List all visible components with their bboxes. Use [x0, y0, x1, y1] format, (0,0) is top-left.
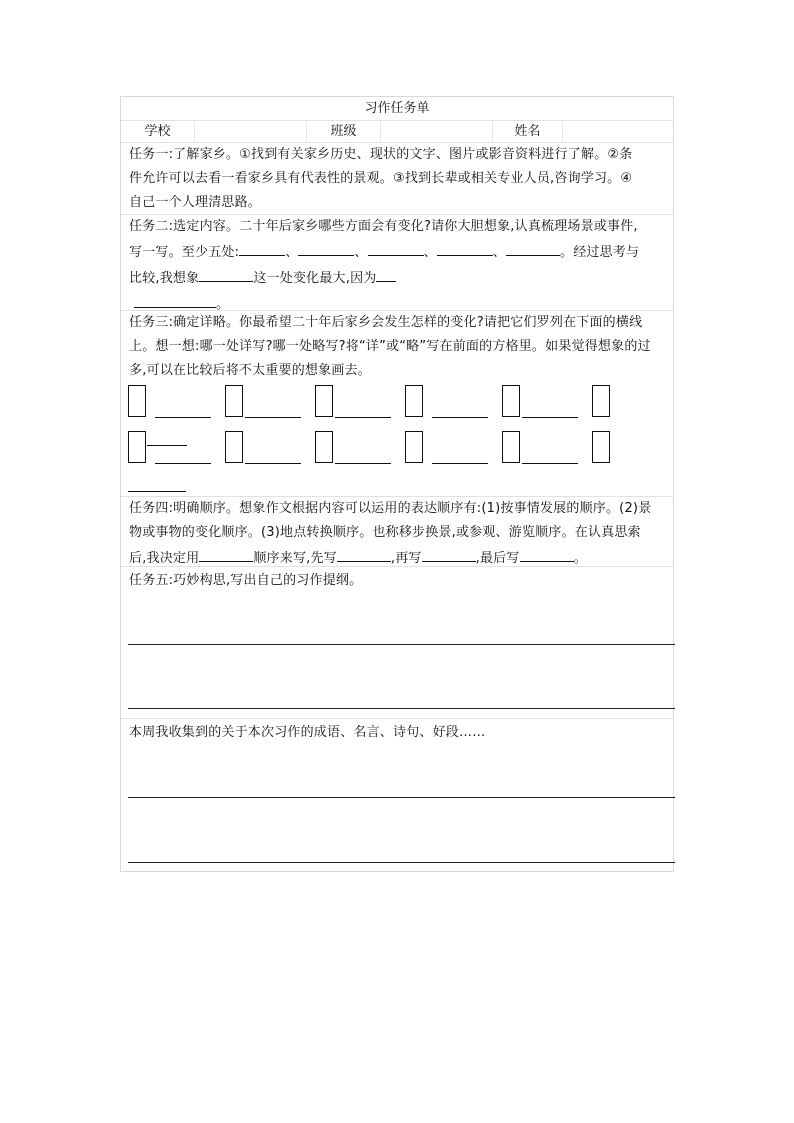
task4-line: 物或事物的变化顺序。(3)地点转换顺序。也称移步换景,或参观、游览顺序。在认真思索: [129, 525, 641, 540]
then-write-blank[interactable]: [422, 545, 476, 562]
change-blank-2[interactable]: [298, 239, 354, 256]
task2-line: 任务二:选定内容。二十年后家乡哪些方面会有变化?请你大胆想象,认真梳理场景或事件,: [129, 219, 638, 234]
item-line[interactable]: [155, 463, 211, 464]
task2-text: 。: [216, 297, 230, 312]
sheet-title: 习作任务单: [364, 101, 430, 116]
task2-text: 比较,我想象: [129, 271, 200, 286]
separator: 、: [285, 245, 299, 260]
item-line[interactable]: [128, 491, 186, 492]
task3-section: [121, 311, 673, 497]
detail-box[interactable]: [315, 431, 333, 463]
task2-section: [121, 215, 673, 311]
reason-blank-start[interactable]: [376, 265, 396, 282]
item-line[interactable]: [147, 445, 187, 446]
sheet-title-row: [121, 97, 673, 121]
detail-box[interactable]: [225, 385, 243, 417]
item-line[interactable]: [432, 463, 488, 464]
outline-write-line[interactable]: [128, 708, 675, 709]
item-line[interactable]: [522, 463, 578, 464]
task1-line: 件允许可以去看一看家乡具有代表性的景观。③找到长辈或相关专业人员,咨询学习。④: [129, 171, 633, 186]
task4-text: 。: [573, 551, 587, 566]
task5-section: [121, 567, 673, 719]
task3-line: 任务三:确定详略。你最希望二十年后家乡会发生怎样的变化?请把它们罗列在下面的横线: [129, 315, 643, 330]
school-field[interactable]: [195, 121, 307, 143]
detail-box[interactable]: [502, 385, 520, 417]
task4-text: ,最后写: [475, 551, 520, 566]
detail-box[interactable]: [405, 385, 423, 417]
task4-section: [121, 497, 673, 567]
detail-box[interactable]: [592, 385, 610, 417]
task2-text: 。经过思考与: [560, 245, 640, 260]
name-label: 姓名: [493, 121, 563, 143]
task2-line: [129, 265, 665, 291]
collection-write-line[interactable]: [128, 862, 675, 863]
task1-section: [121, 143, 673, 215]
task3-line: 上。想一想:哪一处详写?哪一处略写?将“详”或“略”写在前面的方格里。如果觉得想象的过: [129, 339, 651, 354]
last-write-blank[interactable]: [520, 545, 574, 562]
task-sheet: [120, 96, 674, 872]
task4-text: 顺序来写,先写: [253, 551, 337, 566]
detail-box[interactable]: [128, 385, 146, 417]
collection-write-line[interactable]: [128, 797, 675, 798]
detail-box[interactable]: [592, 431, 610, 463]
class-field[interactable]: [381, 121, 493, 143]
task1-line: 自己一个人理清思路。: [129, 195, 262, 210]
item-line[interactable]: [432, 417, 488, 418]
task2-line: [129, 239, 665, 265]
item-line[interactable]: [522, 417, 578, 418]
item-line[interactable]: [335, 417, 391, 418]
detail-box[interactable]: [405, 431, 423, 463]
detail-box[interactable]: [225, 431, 243, 463]
task1-line: 任务一:了解家乡。①找到有关家乡历史、现状的文字、图片或影音资料进行了解。②条: [129, 147, 633, 162]
item-line[interactable]: [335, 463, 391, 464]
separator: 、: [492, 245, 506, 260]
class-label: 班级: [307, 121, 381, 143]
name-field[interactable]: [563, 121, 673, 143]
info-row: [121, 121, 673, 143]
change-blank-4[interactable]: [437, 239, 493, 256]
item-line[interactable]: [155, 417, 211, 418]
first-write-blank[interactable]: [337, 545, 391, 562]
outline-write-line[interactable]: [128, 644, 675, 645]
task5-line: 任务五:巧妙构思,写出自己的习作提纲。: [129, 573, 363, 588]
order-blank[interactable]: [199, 545, 253, 562]
task2-text: 这一处变化最大,因为: [253, 271, 377, 286]
school-label: 学校: [121, 121, 195, 143]
change-blank-1[interactable]: [239, 239, 285, 256]
change-blank-3[interactable]: [368, 239, 424, 256]
biggest-change-blank[interactable]: [199, 265, 253, 282]
reason-blank[interactable]: [134, 291, 216, 308]
detail-box[interactable]: [502, 431, 520, 463]
collection-line: 本周我收集到的关于本次习作的成语、名言、诗句、好段……: [129, 725, 486, 740]
item-line[interactable]: [245, 463, 301, 464]
task3-line: 多,可以在比较后将不太重要的想象画去。: [129, 363, 371, 378]
separator: 、: [423, 245, 437, 260]
detail-box[interactable]: [128, 431, 146, 463]
task4-text: ,再写: [390, 551, 422, 566]
item-line[interactable]: [245, 417, 301, 418]
task4-line: 任务四:明确顺序。想象作文根据内容可以运用的表达顺序有:(1)按事情发展的顺序。(2)景: [129, 501, 652, 516]
task2-text: 写一写。至少五处:: [129, 245, 240, 260]
task4-text: 后,我决定用: [129, 551, 200, 566]
collection-section: [121, 719, 673, 872]
detail-box[interactable]: [315, 385, 333, 417]
change-blank-5[interactable]: [506, 239, 560, 256]
separator: 、: [354, 245, 368, 260]
